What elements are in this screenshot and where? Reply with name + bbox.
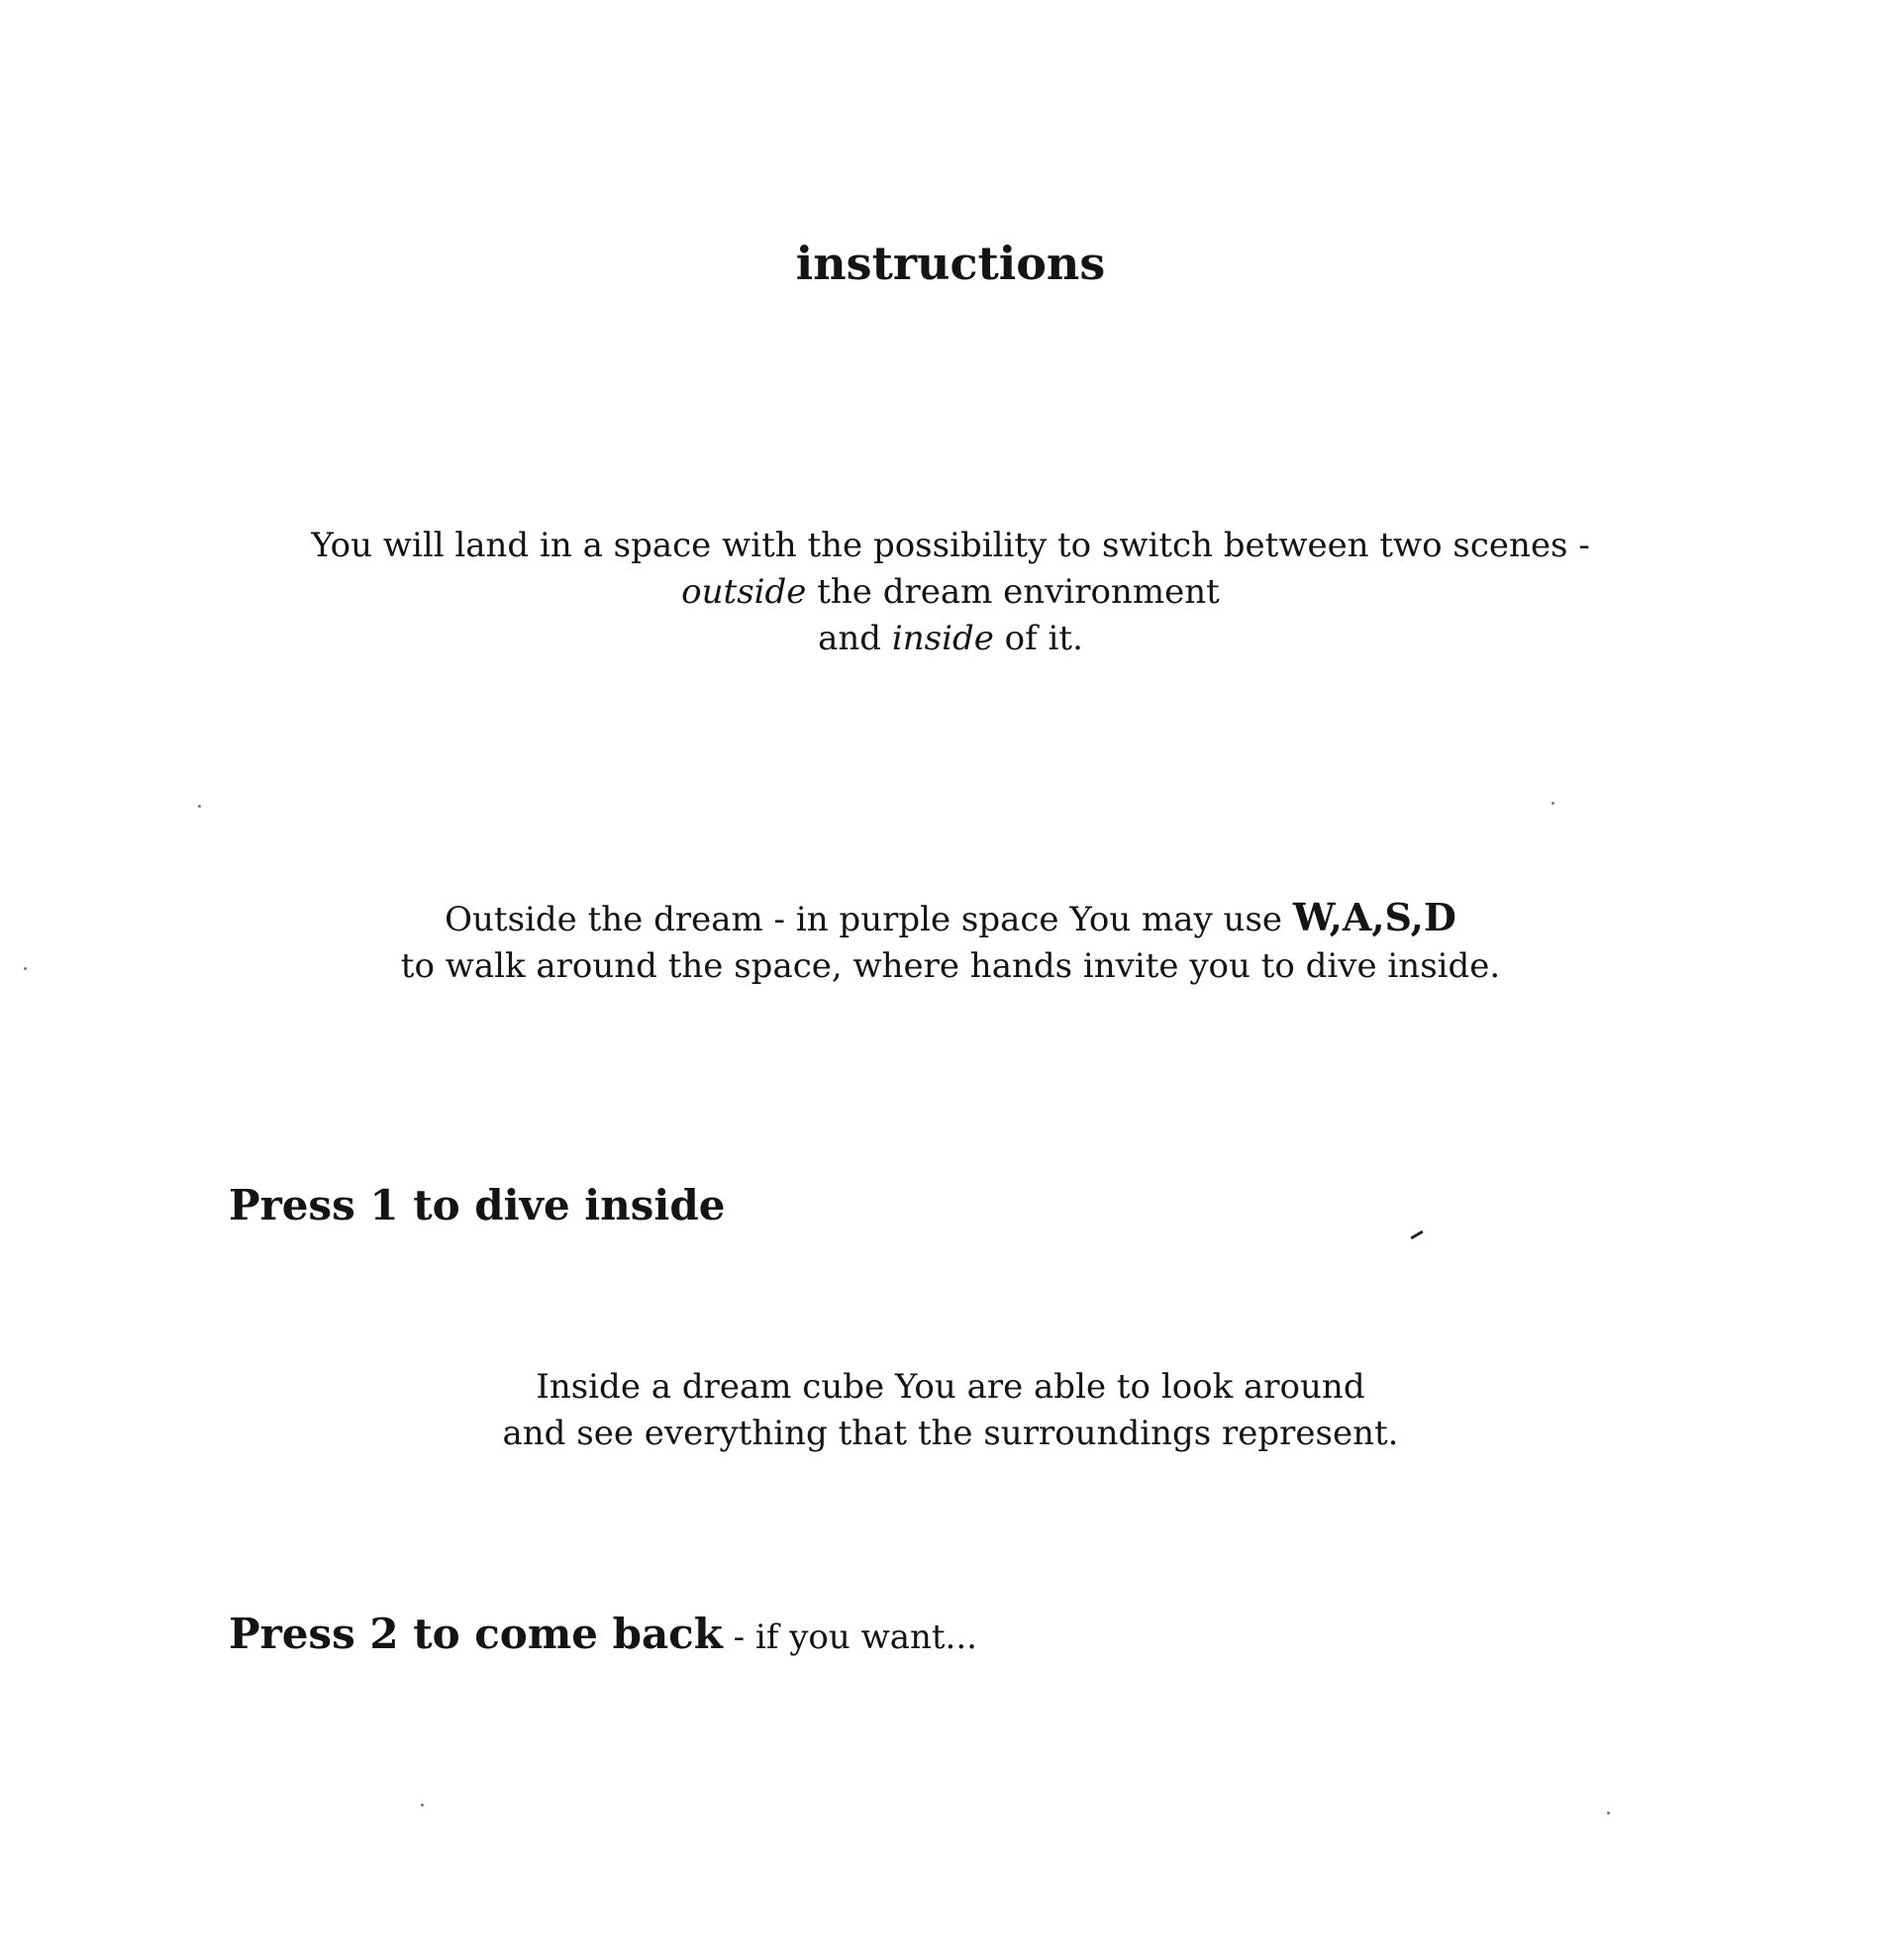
outside-line-1 (0, 894, 1901, 943)
inside-line-1: Inside a dream cube You are able to look around (536, 1367, 1365, 1407)
intro-paragraph (0, 523, 1901, 662)
movement-keys: W,A,S,D (1292, 895, 1456, 939)
press-1-heading: Press 1 to dive inside (229, 1181, 726, 1229)
intro-line-2 (0, 569, 1901, 616)
inside-paragraph (0, 1364, 1901, 1457)
scan-speck (421, 1804, 424, 1807)
inside-line-2: and see everything that the surroundings represent. (502, 1414, 1399, 1453)
press-2-heading (229, 1607, 977, 1665)
scan-speck (1607, 1812, 1610, 1814)
intro-line-1: You will land in a space with the possibility to switch between two scenes - (311, 526, 1590, 565)
outside-line-1-text: Outside the dream - in purple space You may use (445, 900, 1293, 939)
press-2-label: Press 2 to come back (229, 1610, 723, 1658)
scan-mark (1410, 1230, 1424, 1240)
intro-line-2-rest: the dream environment (806, 572, 1220, 612)
page-title: instructions (795, 237, 1106, 290)
intro-line-3-pre: and (818, 619, 892, 658)
outside-line-2: to walk around the space, where hands invite you to dive inside. (400, 946, 1501, 986)
scan-speck (198, 805, 201, 808)
intro-inside-emphasis: inside (891, 619, 994, 658)
intro-line-3-post: of it. (993, 619, 1083, 658)
intro-outside-emphasis: outside (681, 572, 807, 612)
scan-speck (24, 967, 27, 970)
press-2-suffix: - if you want... (722, 1617, 977, 1657)
intro-line-3 (0, 616, 1901, 662)
scan-speck (1551, 802, 1554, 805)
outside-paragraph (0, 894, 1901, 990)
